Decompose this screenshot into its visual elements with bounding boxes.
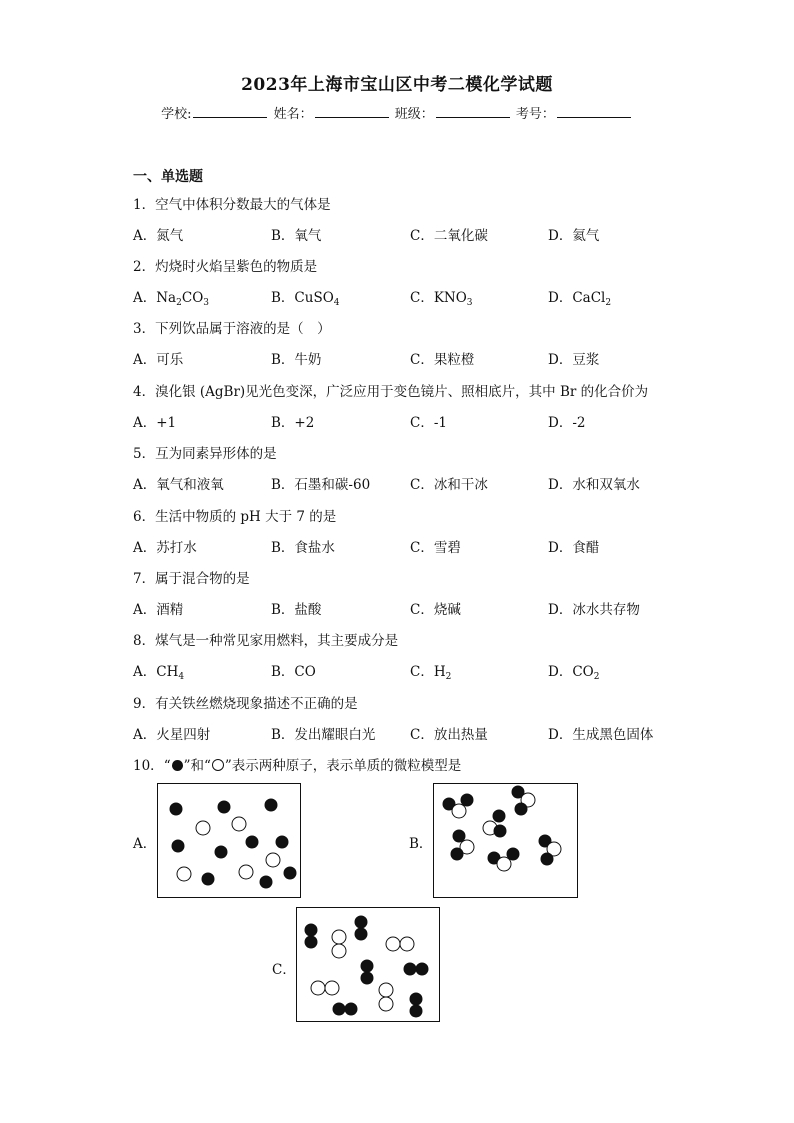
option-c-label[interactable]: C． xyxy=(272,962,296,978)
particle-model-b[interactable] xyxy=(433,783,578,898)
black-atom xyxy=(276,836,288,848)
name-blank[interactable] xyxy=(315,105,389,118)
question-stem: 8．煤气是一种常见家用燃料，其主要成分是 xyxy=(133,633,399,649)
option-c[interactable]: C．雪碧 xyxy=(410,540,461,556)
option-b[interactable]: B．CO xyxy=(271,664,316,680)
particle-model-a-diagram xyxy=(158,784,300,897)
black-atom xyxy=(453,830,465,842)
white-atom xyxy=(400,937,414,951)
white-atom-icon xyxy=(212,759,224,771)
option-a-label[interactable]: A． xyxy=(133,836,157,852)
question-stem: 2．灼烧时火焰呈紫色的物质是 xyxy=(133,259,318,275)
option-d[interactable]: D．CaCl$_2$ xyxy=(548,290,612,308)
school-label: 学校: xyxy=(161,107,192,122)
black-atom xyxy=(246,836,258,848)
class-blank[interactable] xyxy=(436,105,510,118)
option-c[interactable]: C．放出热量 xyxy=(410,727,488,743)
black-atom xyxy=(507,848,519,860)
question-options xyxy=(133,348,693,368)
particle-model-c-diagram xyxy=(297,908,439,1021)
option-d[interactable]: D．水和双氧水 xyxy=(548,477,640,493)
white-atom xyxy=(386,937,400,951)
option-a[interactable]: A．氧气和液氧 xyxy=(133,477,224,493)
option-a[interactable]: A．苏打水 xyxy=(133,540,197,556)
question-options xyxy=(133,536,693,556)
white-atom xyxy=(239,865,253,879)
question-stem: 3．下列饮品属于溶液的是（ ） xyxy=(133,321,331,337)
question-stem: 7．属于混合物的是 xyxy=(133,571,250,587)
stem-tail: ”表示两种原子，表示单质的微粒模型是 xyxy=(224,758,462,774)
black-atom xyxy=(416,963,428,975)
black-atom xyxy=(515,803,527,815)
question-stem: 5．互为同素异形体的是 xyxy=(133,446,277,462)
black-atom xyxy=(361,972,373,984)
question-options xyxy=(133,723,693,743)
question-number: 10． xyxy=(133,758,164,774)
black-atom xyxy=(218,801,230,813)
question-options xyxy=(133,660,693,680)
white-atom xyxy=(332,944,346,958)
option-b-label[interactable]: B． xyxy=(409,836,433,852)
stem-mid: ”和“ xyxy=(183,758,211,774)
option-b[interactable]: B．发出耀眼白光 xyxy=(271,727,376,743)
option-c[interactable]: C．-1 xyxy=(410,415,447,431)
question-stem: 1．空气中体积分数最大的气体是 xyxy=(133,197,331,213)
option-d[interactable]: D．-2 xyxy=(548,415,586,431)
option-d[interactable]: D．豆浆 xyxy=(548,352,600,368)
black-atom xyxy=(305,924,317,936)
black-atom xyxy=(451,848,463,860)
black-atom xyxy=(404,963,416,975)
option-c[interactable]: C．$H_2$ xyxy=(410,664,452,682)
black-atom xyxy=(345,1003,357,1015)
particle-model-b-diagram xyxy=(434,784,577,897)
option-c[interactable]: C．烧碱 xyxy=(410,602,461,618)
white-atom xyxy=(232,817,246,831)
particle-model-c[interactable] xyxy=(296,907,440,1022)
option-d[interactable]: D．生成黑色固体 xyxy=(548,727,654,743)
black-atom xyxy=(170,803,182,815)
black-atom xyxy=(493,810,505,822)
option-a[interactable]: A．氮气 xyxy=(133,228,184,244)
option-a[interactable]: A．酒精 xyxy=(133,602,184,618)
black-atom xyxy=(284,867,296,879)
black-atom xyxy=(410,993,422,1005)
option-b[interactable]: B．CuSO$_4$ xyxy=(271,290,340,308)
exam-no-label: 考号： xyxy=(515,107,555,122)
option-c[interactable]: C．果粒橙 xyxy=(410,352,475,368)
option-b[interactable]: B．牛奶 xyxy=(271,352,322,368)
option-a[interactable]: A．+1 xyxy=(133,415,177,431)
option-a[interactable]: A．$Na_2CO_3$ xyxy=(133,290,209,308)
black-atom xyxy=(265,799,277,811)
black-atom-icon xyxy=(172,760,183,771)
option-d[interactable]: D．冰水共存物 xyxy=(548,602,640,618)
name-label: 姓名： xyxy=(273,107,313,122)
option-d[interactable]: D．$CO_2$ xyxy=(548,664,600,682)
white-atom xyxy=(379,997,393,1011)
option-c[interactable]: C．二氧化碳 xyxy=(410,228,488,244)
black-atom xyxy=(355,916,367,928)
black-atom xyxy=(355,928,367,940)
white-atom xyxy=(177,867,191,881)
black-atom xyxy=(333,1003,345,1015)
class-label: 班级： xyxy=(394,107,434,122)
question-stem: 6．生活中物质的 pH 大于 7 的是 xyxy=(133,509,337,525)
white-atom xyxy=(311,981,325,995)
black-atom xyxy=(494,825,506,837)
option-b[interactable]: B．氧气 xyxy=(271,228,322,244)
option-b[interactable]: B．+2 xyxy=(271,415,315,431)
question-stem-10 xyxy=(133,754,461,774)
black-atom xyxy=(410,1005,422,1017)
option-b[interactable]: B．石墨和碳-60 xyxy=(271,477,371,493)
black-atom xyxy=(202,873,214,885)
white-atom xyxy=(266,853,280,867)
white-atom xyxy=(497,857,511,871)
option-b[interactable]: B．盐酸 xyxy=(271,602,322,618)
section-title: 一、单选题 xyxy=(133,169,203,185)
black-atom xyxy=(461,794,473,806)
question-options xyxy=(133,286,693,306)
black-atom xyxy=(260,876,272,888)
black-atom xyxy=(361,960,373,972)
black-atom xyxy=(215,846,227,858)
white-atom xyxy=(196,821,210,835)
question-stem: 9．有关铁丝燃烧现象描述不正确的是 xyxy=(133,696,358,712)
question-options xyxy=(133,224,693,244)
option-a[interactable]: A．可乐 xyxy=(133,352,184,368)
white-atom xyxy=(452,804,466,818)
question-stem: 4．溴化银 (AgBr)见光色变深，广泛应用于变色镜片、照相底片，其中 Br 的化合价为 xyxy=(133,384,649,400)
particle-model-a[interactable] xyxy=(157,783,301,898)
option-d[interactable]: D．食醋 xyxy=(548,540,600,556)
question-options xyxy=(133,473,693,493)
quote-open: “ xyxy=(163,758,171,774)
white-atom xyxy=(332,930,346,944)
option-a[interactable]: A．$CH_4$ xyxy=(133,664,185,682)
page-title: 2023年上海市宝山区中考二模化学试题 xyxy=(241,75,553,95)
exam-no-blank[interactable] xyxy=(557,105,631,118)
black-atom xyxy=(541,853,553,865)
student-info-line xyxy=(0,103,794,122)
black-atom xyxy=(305,936,317,948)
option-b[interactable]: B．食盐水 xyxy=(271,540,335,556)
black-atom xyxy=(172,840,184,852)
white-atom xyxy=(379,983,393,997)
question-options xyxy=(133,598,693,618)
option-c[interactable]: C．冰和干冰 xyxy=(410,477,488,493)
option-d[interactable]: D．氦气 xyxy=(548,228,600,244)
white-atom xyxy=(325,981,339,995)
school-blank[interactable] xyxy=(193,105,267,118)
option-a[interactable]: A．火星四射 xyxy=(133,727,211,743)
option-c[interactable]: C．$KNO_3$ xyxy=(410,290,473,308)
question-options xyxy=(133,411,693,431)
